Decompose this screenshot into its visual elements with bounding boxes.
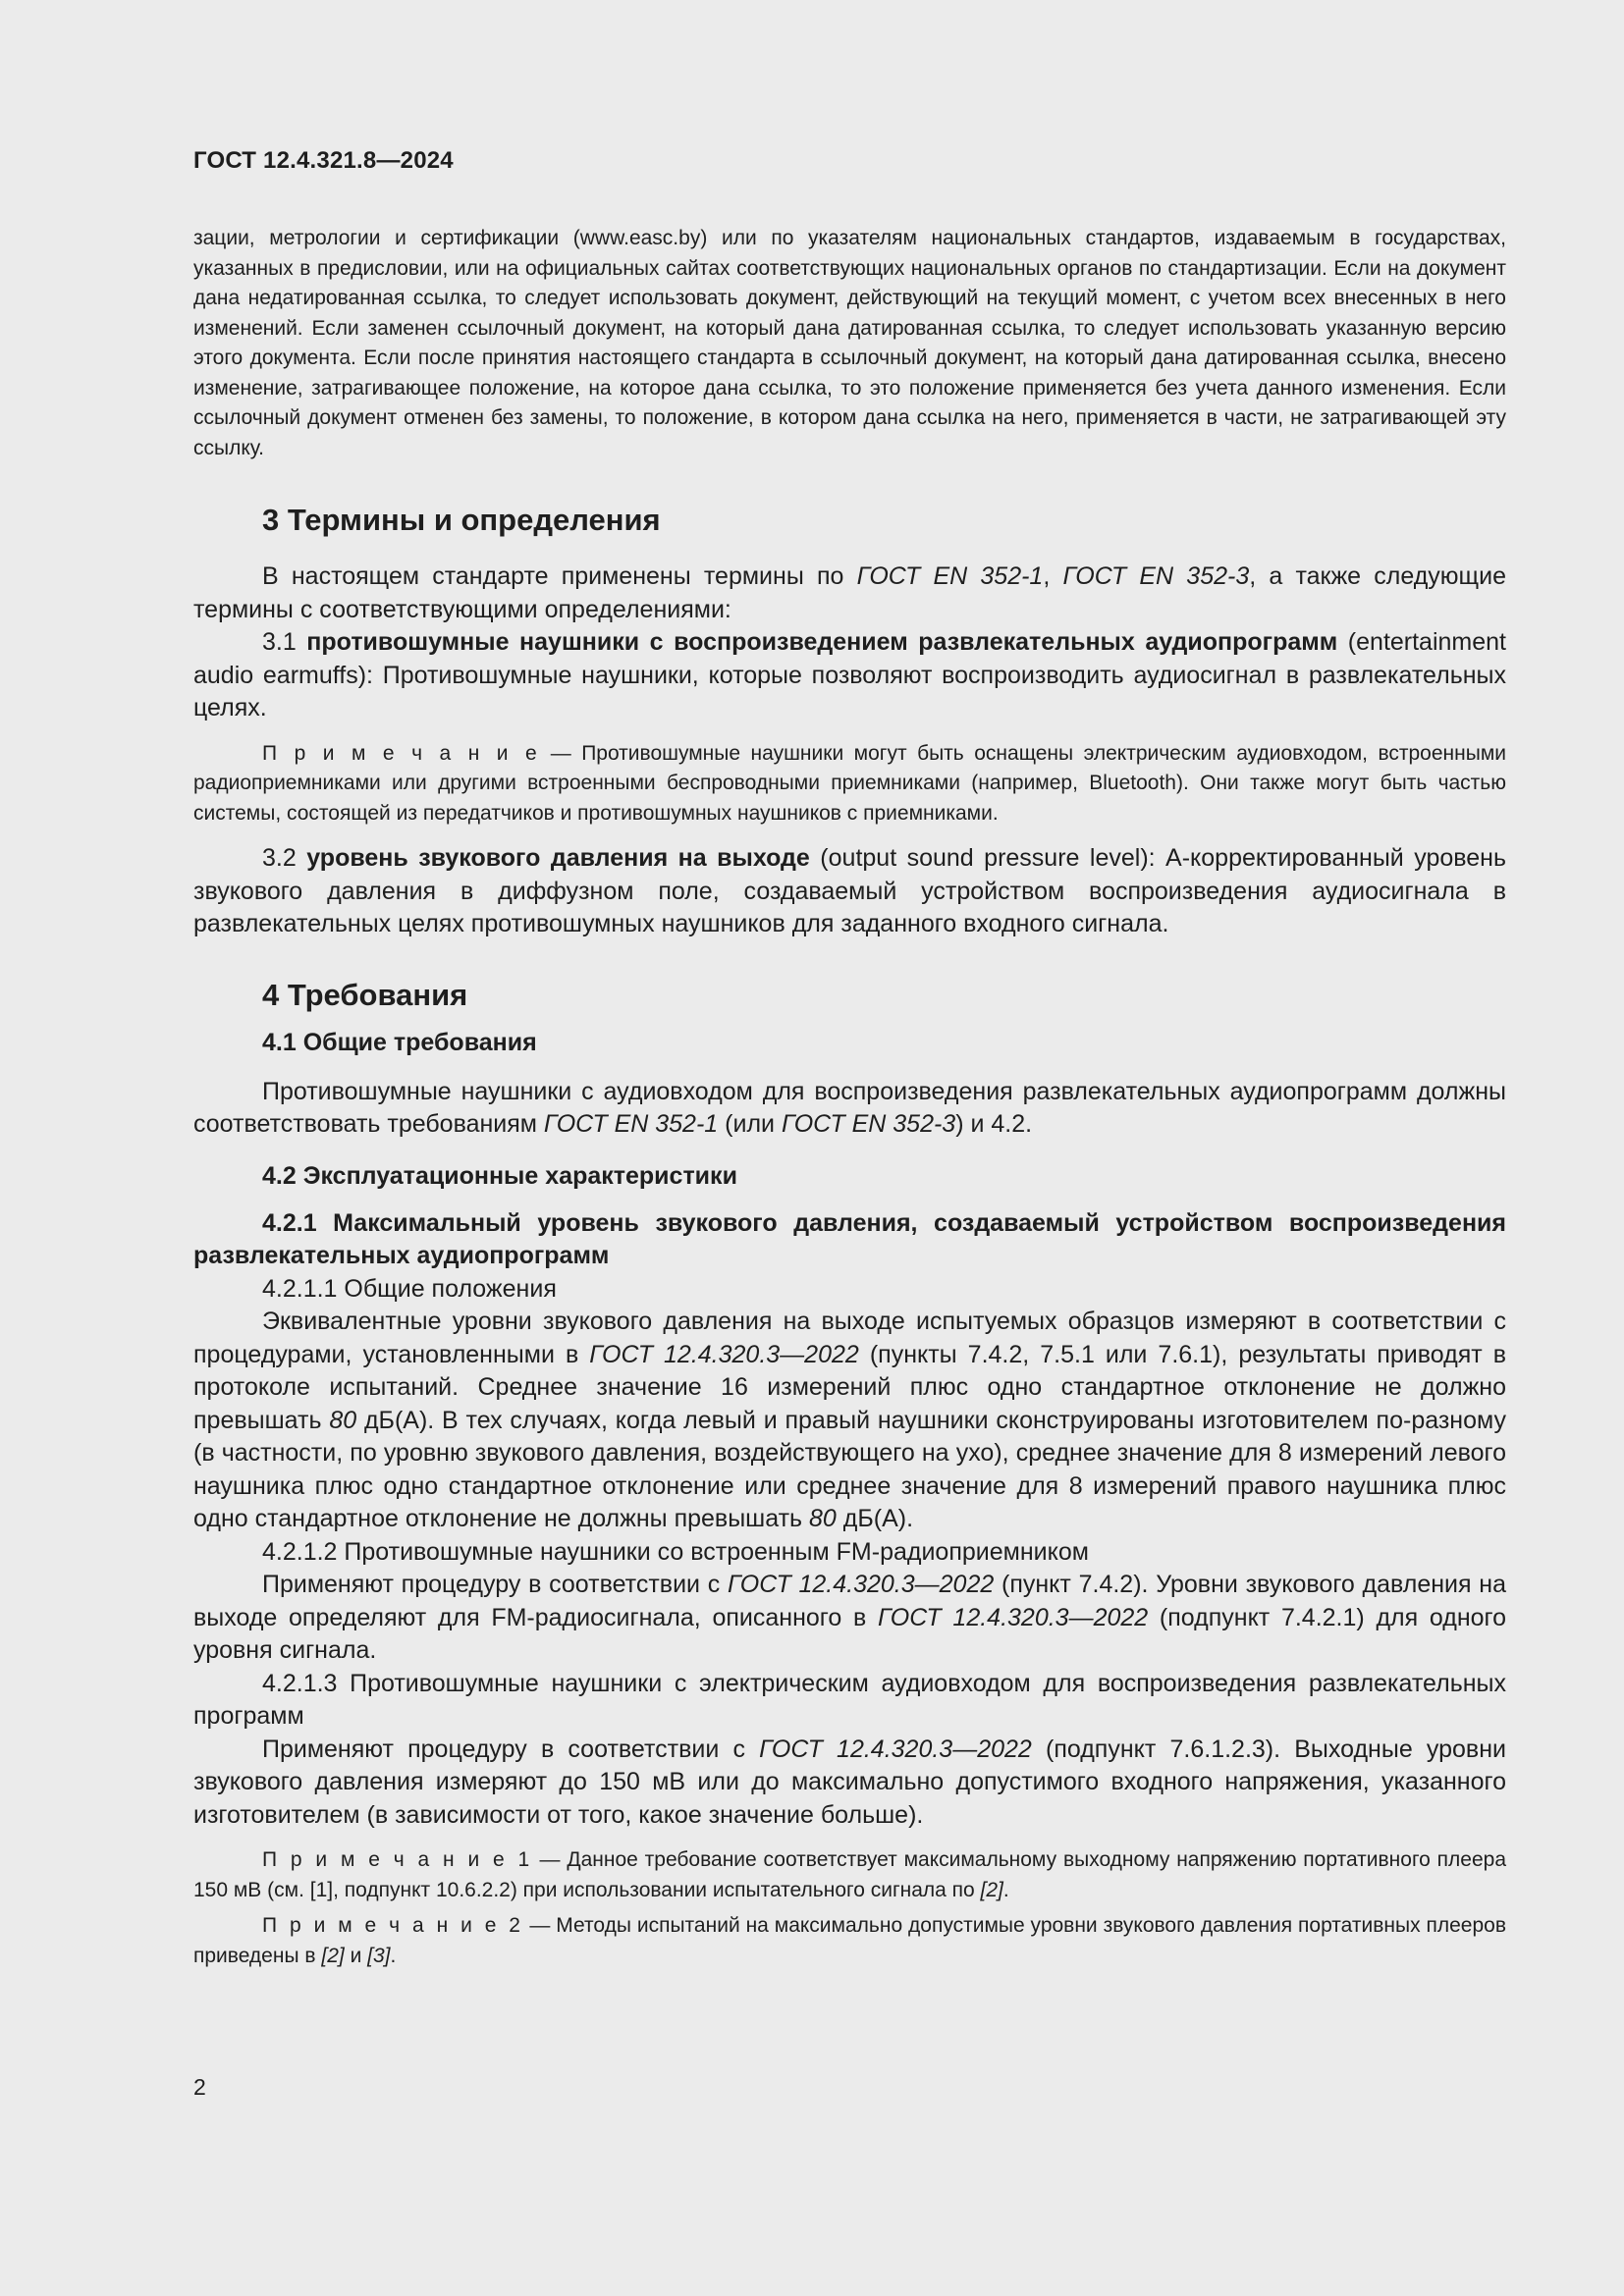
section-3-intro: [193, 561, 1506, 626]
note-3-1: [193, 739, 1506, 829]
note-text: и: [344, 1944, 368, 1967]
section-4-2-1-1-text: [193, 1306, 1506, 1536]
section-4-2-heading: 4.2 Эксплуатационные характеристики: [262, 1161, 737, 1190]
note-text: .: [1002, 1878, 1009, 1901]
standard-reference: ГОСТ EN 352-3: [1062, 562, 1250, 590]
standard-reference: ГОСТ 12.4.320.3—2022: [877, 1603, 1149, 1631]
note-text: — Методы испытаний на максимально допустимые уровни звукового давления портативных плееров приведены в: [193, 1914, 1506, 1967]
limit-value: 80: [809, 1505, 837, 1532]
section-4-1-heading: 4.1 Общие требования: [262, 1028, 537, 1056]
section-4-2-1-2-text: [193, 1569, 1506, 1668]
section-4-2-1-2-heading: 4.2.1.2 Противошумные наушники со встроенным FM-радиоприемником: [262, 1537, 1089, 1566]
text-run: Эквивалентные уровни звукового давления на выходе испытуемых образцов измеряют в соответствии с процедурами, установленными в: [193, 1308, 1506, 1368]
term-3-2: [193, 842, 1506, 941]
note-text: — Данное требование соответствует максимальному выходному напряжению портативного плеера 150 мВ (см. [1], подпункт 10.6.2.2) при использовании испытательного сигнала по: [193, 1848, 1506, 1901]
text-run: (пункты 7.4.2, 7.5.1 или 7.6.1), результаты приводят в протоколе испытаний. Среднее значение 16 измерений плюс одно стандартное отклонение не должно превышать: [193, 1340, 1506, 1434]
term-3-1: [193, 626, 1506, 725]
note-2: [193, 1911, 1506, 1971]
standard-reference: ГОСТ EN 352-3: [781, 1110, 956, 1138]
page-number: 2: [193, 2074, 206, 2100]
text-run: ) и 4.2.: [955, 1110, 1033, 1138]
section-4-2-1-1-heading: 4.2.1.1 Общие положения: [262, 1274, 557, 1303]
standard-reference: ГОСТ 12.4.320.3—2022: [589, 1340, 859, 1368]
section-4-2-1-heading: 4.2.1 Максимальный уровень звукового давления, создаваемый устройством воспроизведения развлекательных аудиопрограмм: [193, 1208, 1506, 1269]
limit-value: 80: [329, 1406, 357, 1434]
text-run: Противошумные наушники с аудиовходом для воспроизведения развлекательных аудиопрограмм должны соответствовать требованиям: [193, 1077, 1506, 1138]
bibliography-reference: [3]: [367, 1944, 391, 1967]
section-4-1-text: [193, 1076, 1506, 1142]
note-label: П р и м е ч а н и е: [262, 741, 541, 765]
term-definition: (output sound pressure level): А-корректированный уровень звукового давления в диффузном поле, создаваемый устройством воспроизведения аудиосигнала в развлекательных целях противошумных наушников для заданного входного сигнала.: [193, 844, 1506, 937]
standard-reference: ГОСТ 12.4.320.3—2022: [728, 1571, 995, 1598]
term-name: противошумные наушники с воспроизведением развлекательных аудиопрограмм: [306, 628, 1338, 656]
section-4-heading: 4 Требования: [262, 977, 468, 1012]
text-run: (подпункт 7.4.2.1) для одного уровня сигнала.: [193, 1603, 1507, 1664]
note-text: .: [390, 1944, 397, 1967]
standard-reference: ГОСТ EN 352-1: [543, 1110, 719, 1138]
section-4-2-1-3-text: [193, 1734, 1506, 1833]
section-3-heading: 3 Термины и определения: [262, 503, 661, 537]
note-1: [193, 1845, 1506, 1905]
term-number: 3.2: [262, 844, 307, 872]
document-body: [193, 224, 1506, 1971]
bibliography-reference: [2]: [321, 1944, 345, 1967]
text-run: (подпункт 7.6.1.2.3). Выходные уровни звукового давления измеряют до 150 мВ или до максимально допустимого входного напряжения, указанного изготовителем (в зависимости от того, какое значение больше).: [193, 1735, 1506, 1829]
text-run: ,: [1043, 562, 1063, 590]
section-4-2-1-3-heading: 4.2.1.3 Противошумные наушники с электрическим аудиовходом для воспроизведения развлекательных программ: [193, 1669, 1506, 1730]
text-run: , а также следующие термины с соответствующими определениями:: [193, 562, 1506, 623]
bibliography-reference: [2]: [980, 1878, 1003, 1901]
text-run: дБ(А).: [836, 1505, 914, 1532]
intro-paragraph: зации, метрологии и сертификации (www.easc.by) или по указателям национальных стандартов, издаваемым в государствах, указанных в предисловии, или на официальных сайтах соответствующих национальных органов по стандартизации. Если на документ дана недатированная ссылка, то следует использовать документ, действующий на текущий момент, с учетом всех внесенных в него изменений. Если заменен ссылочный документ, на который дана датированная ссылка, то следует использовать указанную версию этого документа. Если после принятия настоящего стандарта в ссылочный документ, на который дана датированная ссылка, внесено изменение, затрагивающее положение, на которое дана ссылка, то это положение применяется без учета данного изменения. Если ссылочный документ отменен без замены, то положение, в котором дана ссылка на него, применяется в части, не затрагивающей эту ссылку.: [193, 227, 1506, 459]
document-code-header: ГОСТ 12.4.321.8—2024: [193, 147, 454, 174]
note-label: П р и м е ч а н и е 2: [262, 1914, 524, 1937]
note-text: — Противошумные наушники могут быть оснащены электрическим аудиовходом, встроенными радиоприемниками или другими встроенными беспроводными приемниками (например, Bluetooth). Они также могут быть частью системы, состоящей из передатчиков и противошумных наушников с приемниками.: [193, 741, 1506, 825]
term-definition: (entertainment audio earmuffs): Противошумные наушники, которые позволяют воспроизводить аудиосигнал в развлекательных целях.: [193, 628, 1507, 721]
text-run: Применяют процедуру в соответствии с: [262, 1735, 760, 1763]
text-run: (или: [718, 1110, 782, 1138]
text-run: (пункт 7.4.2). Уровни звукового давления на выходе определяют для FM-радиосигнала, описанного в: [193, 1571, 1506, 1631]
standard-reference: ГОСТ 12.4.320.3—2022: [759, 1735, 1032, 1763]
term-name: уровень звукового давления на выходе: [306, 844, 810, 872]
standard-reference: ГОСТ EN 352-1: [856, 562, 1044, 590]
text-run: Применяют процедуру в соответствии с: [262, 1571, 729, 1598]
term-number: 3.1: [262, 628, 307, 656]
text-run: В настоящем стандарте применены термины по: [262, 562, 857, 590]
text-run: дБ(А). В тех случаях, когда левый и правый наушники сконструированы изготовителем по-разному (в частности, по уровню звукового давления, воздействующего на ухо), среднее значение для 8 измерений левого наушника плюс одно стандартное отклонение или среднее значение для 8 измерений правого наушника плюс одно стандартное отклонение не должны превышать: [193, 1406, 1506, 1532]
note-label: П р и м е ч а н и е 1: [262, 1848, 533, 1871]
